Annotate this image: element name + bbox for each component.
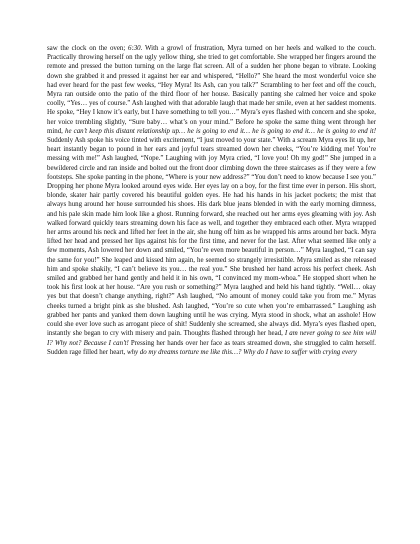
text-segment: Suddenly Ash spoke his voice tinted with excitement, “I just moved to your state.” With a scream Myra eyes lit up, her heart instantly began to pound in her ears and joyful tears streamed down her cheeks, “You’re kidding me! You’re messing with me!” Ash laughed, “Nope.” Laughing with joy Myra cried, “I love you! Oh my god!” She jumped in a bewildered circle and ran inside and bolted out the front door climbing down the three staircases as if they were a few footsteps. She spoke panting in the phone, “Where is your new address?” “You don’t need to know because I see you.” Dropping her phone Myra looked around eyes wide. Her eyes lay on a boy, for the first time ever in person. His short, blonde, skater hair partly covered his beautiful golden eyes. He had his hands in his jacket pockets; the mist that always hung around her house surrounded his shoes. His dark blue jeans blended in with the early morning dimness, and his pale skin made him look like a ghost. Running forward, she reached out her arms eyes gleaming with joy. Ash walked forward quickly tears streaming down his face as well, and together they embraced each other. Myra wrapped her arms around his neck and lifted her feet in the air, she hung off him as he wrapped his arms around her back. Myra lifted her head and pressed her lips against his for the first time, and never for the last. After what seemed like only a few moments, Ash lowered her down and smiled, “You’re even more beautiful in person…” Myra laughed, “I can say the same for you!” She leaped and kissed him again, he seemed so strangely irresistible. Myra smiled as she released him and spoke shakily, “I can’t believe its you… the real you.” She brushed her hand across his perfect cheek. Ash smiled and grabbed her hand gently and held it in his own, “I convinced my mom-whoa.” He stopped short when he took his first look at her house. “Are you rush or something?” Myra laughed and held his hand tightly. “Well… okay yes but that doesn’t change anything, right?” Ash laughed, “No amount of money could take you from me.” Myras cheeks turned a bright pink as she blushed. Ash laughed, “You’re so cute when you’re embarrassed.” Laughing ash grabbed her pants and yanked them down laughing until he was crying. Myra stood in shock, what an asshole! How could she ever love such as arrogant piece of shit! Suddenly she screamed, she always did. Myra’s eyes flashed open, instantly she began to cry with misery and pain. Thoughts flashed through her head, xyxy=(47,137,376,338)
body-paragraph xyxy=(47,44,376,357)
italic-text-segment: why do my dreams torture me like this…? Why do I have to suffer with crying every xyxy=(126,348,357,356)
italic-text-segment: 6:30. xyxy=(128,45,143,52)
document-page xyxy=(47,44,376,540)
text-segment: saw the clock on the oven; xyxy=(47,45,128,52)
text-segment: Pressing her hands over her face as tears streamed down, she struggled to calm herself. Sudden rage filled her heart, xyxy=(47,339,376,356)
italic-text-segment: he can’t keep this distant relationship up… he is going to end it… he is going to end it… he is going to end it! xyxy=(65,127,376,135)
text-segment: With a growl of frustration, Myra turned on her heels and walked to the couch. Practically throwing herself on the ugly yellow thing, she tried to get comfortable. She wrapped her fingers around the remote and pressed the button turning on the large flat screen. All of a sudden her phone began to vibrate. Looking down she grabbed it and pressed it against her ear and whispered, “Hello?” She heard the most wonderful voice she had ever heard for the past few weeks, “Hey Myra! Its Ash, can you talk?” Scrambling to her feet and off the couch, Myra ran outside onto the patio of the third floor of her house. Basically panting she calmed her voice and spoke coolly, “Yes… yes of course.” Ash laughed with that adorable laugh that made her smile, even at her saddest moments. He spoke, “Hey I know it’s early, but I have something to tell you…” Myra’s eyes flashed with concern and she spoke, her voice trembling slightly, “Sure baby… what’s on your mind.” Before he spoke the same thing went through her mind, xyxy=(47,45,376,135)
italic-text-segment: I am never going to see him will I? Why not? Because I can’t! xyxy=(47,330,376,347)
